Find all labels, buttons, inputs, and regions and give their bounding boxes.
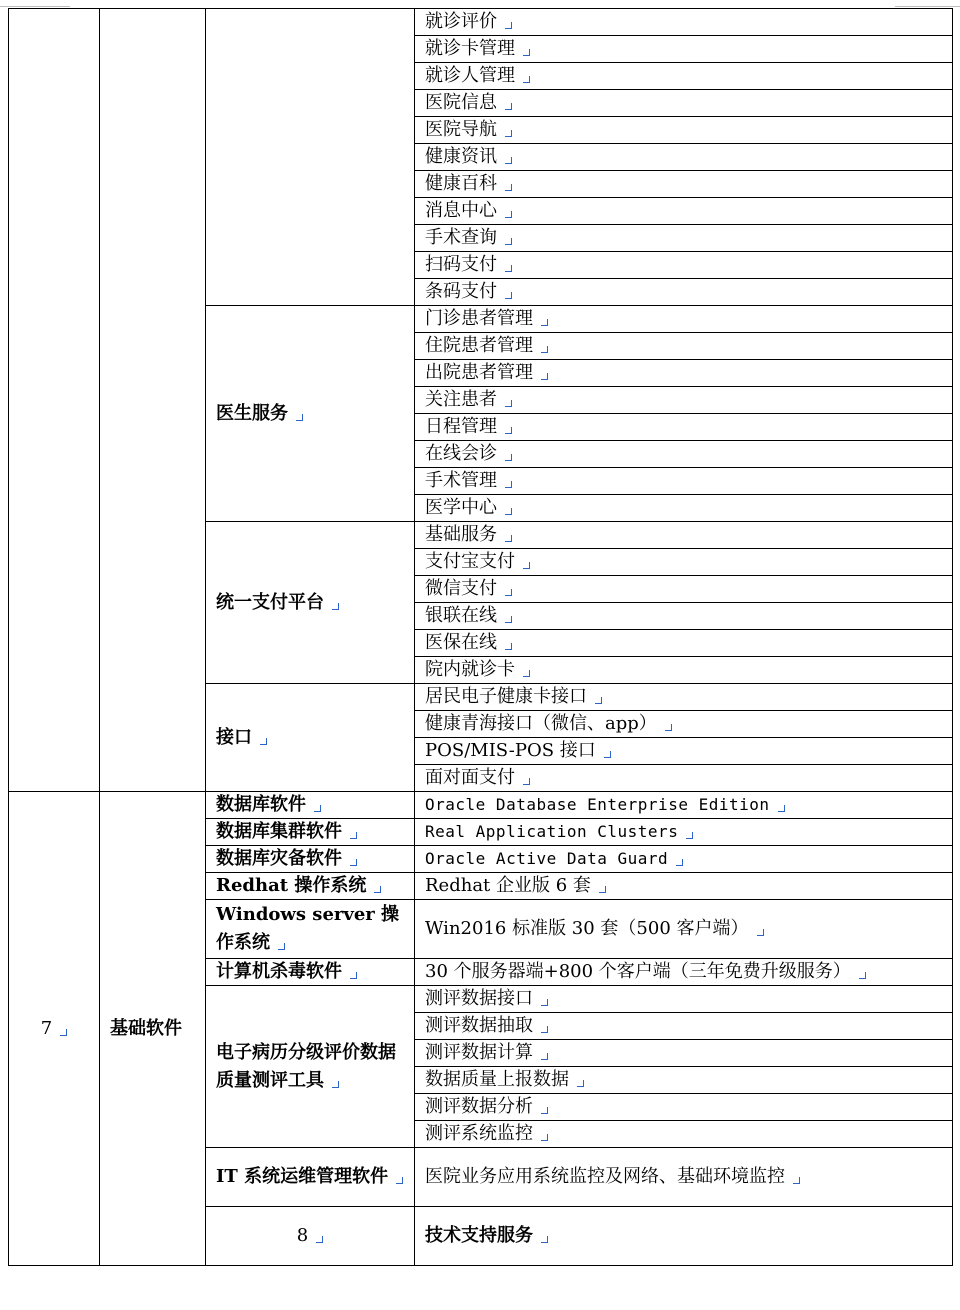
item-cell: 30 个服务器端+800 个客户端（三年免费升级服务） (415, 959, 953, 986)
item-cell: 医院信息 (415, 90, 953, 117)
paragraph-mark-icon (505, 454, 512, 461)
paragraph-mark-icon (505, 103, 512, 110)
paragraph-mark-icon (541, 319, 548, 326)
subsystem-doctor-service: 医生服务 (206, 306, 415, 522)
item-cell: 医保在线 (415, 630, 953, 657)
paragraph-mark-icon (595, 697, 602, 704)
paragraph-mark-icon (793, 1177, 800, 1184)
paragraph-mark-icon (676, 859, 683, 866)
item-cell: 手术查询 (415, 225, 953, 252)
paragraph-mark-icon (505, 157, 512, 164)
paragraph-mark-icon (505, 643, 512, 650)
item-cell: 医学中心 (415, 495, 953, 522)
item-cell: Real Application Clusters (415, 819, 953, 846)
subsystem-db-dr: 数据库灾备软件 (206, 846, 415, 873)
subsystem-cell-continued (206, 9, 415, 306)
paragraph-mark-icon (316, 1236, 323, 1243)
item-cell: 测评系统监控 (415, 1121, 953, 1148)
item-cell: 在线会诊 (415, 441, 953, 468)
paragraph-mark-icon (505, 265, 512, 272)
item-cell: Win2016 标准版 30 套（500 客户端） (415, 900, 953, 959)
item-cell: 消息中心 (415, 198, 953, 225)
row-number-8: 8 (206, 1207, 415, 1266)
item-cell: 院内就诊卡 (415, 657, 953, 684)
subsystem-interface: 接口 (206, 684, 415, 792)
paragraph-mark-icon (278, 943, 285, 950)
subsystem-windows: Windows server 操作系统 (206, 900, 415, 959)
item-cell: 住院患者管理 (415, 333, 953, 360)
paragraph-mark-icon (523, 76, 530, 83)
item-cell: 出院患者管理 (415, 360, 953, 387)
category-cell-continued (100, 9, 206, 792)
paragraph-mark-icon (374, 886, 381, 893)
paragraph-mark-icon (604, 751, 611, 758)
paragraph-mark-icon (505, 184, 512, 191)
paragraph-mark-icon (505, 400, 512, 407)
paragraph-mark-icon (350, 972, 357, 979)
category-basic-software: 基础软件 (100, 792, 206, 1266)
item-cell: 门诊患者管理 (415, 306, 953, 333)
item-cell: 就诊人管理 (415, 63, 953, 90)
paragraph-mark-icon (260, 738, 267, 745)
category-tech-support: 技术支持服务 (415, 1207, 953, 1266)
paragraph-mark-icon (541, 1053, 548, 1060)
paragraph-mark-icon (350, 832, 357, 839)
item-cell: 医院业务应用系统监控及网络、基础环境监控 (415, 1148, 953, 1207)
subsystem-redhat: Redhat 操作系统 (206, 873, 415, 900)
specification-table (8, 8, 953, 1266)
paragraph-mark-icon (505, 211, 512, 218)
paragraph-mark-icon (686, 832, 693, 839)
paragraph-mark-icon (541, 373, 548, 380)
item-cell: 测评数据抽取 (415, 1013, 953, 1040)
subsystem-db-cluster: 数据库集群软件 (206, 819, 415, 846)
table-row (9, 792, 953, 819)
paragraph-mark-icon (523, 778, 530, 785)
item-cell: 支付宝支付 (415, 549, 953, 576)
paragraph-mark-icon (505, 508, 512, 515)
paragraph-mark-icon (314, 805, 321, 812)
paragraph-mark-icon (577, 1080, 584, 1087)
paragraph-mark-icon (332, 1081, 339, 1088)
item-cell: 日程管理 (415, 414, 953, 441)
row-number-7: 7 (9, 792, 100, 1266)
paragraph-mark-icon (757, 929, 764, 936)
item-cell: 健康百科 (415, 171, 953, 198)
item-cell: 银联在线 (415, 603, 953, 630)
item-cell: 就诊评价 (415, 9, 953, 36)
item-cell: 健康青海接口（微信、app） (415, 711, 953, 738)
subsystem-unified-payment: 统一支付平台 (206, 522, 415, 684)
paragraph-mark-icon (541, 1026, 548, 1033)
paragraph-mark-icon (505, 238, 512, 245)
paragraph-mark-icon (505, 616, 512, 623)
item-cell: 数据质量上报数据 (415, 1067, 953, 1094)
item-cell: 手术管理 (415, 468, 953, 495)
paragraph-mark-icon (541, 346, 548, 353)
subsystem-db-software: 数据库软件 (206, 792, 415, 819)
paragraph-mark-icon (523, 670, 530, 677)
num-cell-continued (9, 9, 100, 792)
paragraph-mark-icon (523, 562, 530, 569)
item-cell: 就诊卡管理 (415, 36, 953, 63)
item-cell: 测评数据分析 (415, 1094, 953, 1121)
item-cell: Oracle Database Enterprise Edition (415, 792, 953, 819)
item-cell: 测评数据接口 (415, 986, 953, 1013)
paragraph-mark-icon (523, 49, 530, 56)
subsystem-antivirus: 计算机杀毒软件 (206, 959, 415, 986)
item-cell: Oracle Active Data Guard (415, 846, 953, 873)
page-corner-line-right (895, 0, 960, 7)
paragraph-mark-icon (541, 1236, 548, 1243)
paragraph-mark-icon (505, 589, 512, 596)
paragraph-mark-icon (396, 1177, 403, 1184)
table-row (9, 9, 953, 36)
paragraph-mark-icon (505, 130, 512, 137)
paragraph-mark-icon (599, 886, 606, 893)
item-cell: 医院导航 (415, 117, 953, 144)
item-cell: 面对面支付 (415, 765, 953, 792)
subsystem-it-ops: IT 系统运维管理软件 (206, 1148, 415, 1207)
item-cell: Redhat 企业版 6 套 (415, 873, 953, 900)
item-cell: 扫码支付 (415, 252, 953, 279)
paragraph-mark-icon (778, 805, 785, 812)
paragraph-mark-icon (350, 859, 357, 866)
paragraph-mark-icon (505, 22, 512, 29)
item-cell: 条码支付 (415, 279, 953, 306)
item-cell: 居民电子健康卡接口 (415, 684, 953, 711)
paragraph-mark-icon (665, 724, 672, 731)
subsystem-emr-tool: 电子病历分级评价数据质量测评工具 (206, 986, 415, 1148)
paragraph-mark-icon (859, 972, 866, 979)
paragraph-mark-icon (541, 999, 548, 1006)
item-cell: 基础服务 (415, 522, 953, 549)
paragraph-mark-icon (505, 427, 512, 434)
page-corner-line-left (0, 0, 70, 7)
paragraph-mark-icon (505, 292, 512, 299)
item-cell: 微信支付 (415, 576, 953, 603)
item-cell: 关注患者 (415, 387, 953, 414)
item-cell: POS/MIS-POS 接口 (415, 738, 953, 765)
paragraph-mark-icon (541, 1107, 548, 1114)
item-cell: 健康资讯 (415, 144, 953, 171)
paragraph-mark-icon (505, 481, 512, 488)
paragraph-mark-icon (505, 535, 512, 542)
item-cell: 测评数据计算 (415, 1040, 953, 1067)
paragraph-mark-icon (60, 1029, 67, 1036)
paragraph-mark-icon (541, 1134, 548, 1141)
paragraph-mark-icon (296, 414, 303, 421)
paragraph-mark-icon (332, 603, 339, 610)
